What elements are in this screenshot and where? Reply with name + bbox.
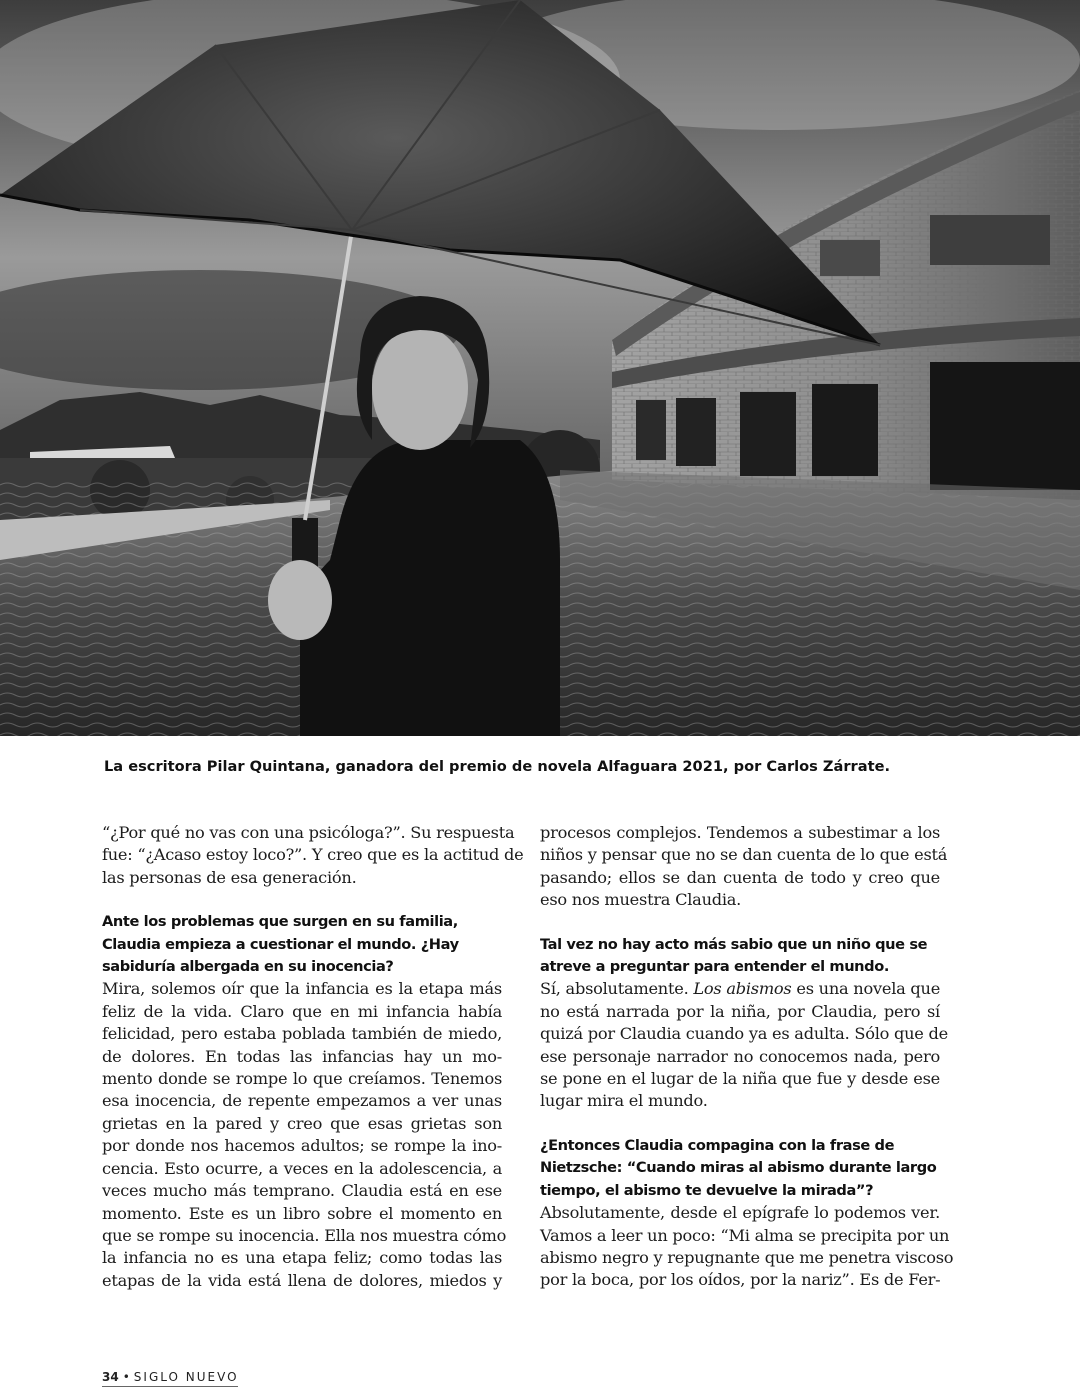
book-title: Los abismos <box>693 979 792 999</box>
publication-name: SIGLO NUEVO <box>133 1370 239 1384</box>
text-line: feliz de la vida. Claro que en mi infancia había <box>102 1001 502 1021</box>
text-line: niños y pensar que no se dan cuenta de lo que está <box>540 845 948 865</box>
text-line: Tal vez no hay acto más sabio que un niño que se <box>540 935 928 953</box>
body-paragraph <box>102 822 524 889</box>
text-line: veces mucho más temprano. Claudia está en ese <box>102 1181 502 1201</box>
page-number: 34 <box>102 1370 119 1384</box>
folio-separator: • <box>122 1370 130 1384</box>
page-folio <box>102 1370 239 1390</box>
text-line: se pone en el lugar de la niña que fue y desde ese <box>540 1069 940 1089</box>
text-line: tiempo, el abismo te devuelve la mirada”? <box>540 1181 874 1199</box>
text-line: por donde nos hacemos adultos; se rompe la ino- <box>102 1136 502 1156</box>
body-paragraph <box>540 822 948 912</box>
text-line: ese personaje narrador no conocemos nada, pero <box>540 1046 940 1066</box>
text-line: que se rompe su inocencia. Ella nos muestra cómo <box>102 1225 507 1245</box>
text-line <box>540 978 940 1000</box>
text-line: atreve a preguntar para entender el mundo. <box>540 958 889 976</box>
interview-question <box>540 934 940 979</box>
text-line: Mira, solemos oír que la infancia es la etapa más <box>102 979 502 999</box>
text-line: Nietzsche: “Cuando miras al abismo durante largo <box>540 1159 937 1177</box>
text-line: “¿Por qué no vas con una psicóloga?”. Su respuesta <box>102 823 515 842</box>
text-line: esa inocencia, de repente empezamos a ver unas <box>102 1091 502 1111</box>
text-line: abismo negro y repugnante que me penetra viscoso <box>540 1247 954 1267</box>
text-line: felicidad, pero estaba poblada también de miedo, <box>102 1024 502 1044</box>
interview-answer <box>540 1202 954 1292</box>
text-line: etapas de la vida está llena de dolores, miedos y <box>102 1270 502 1290</box>
text-line: Claudia empieza a cuestionar el mundo. ¿Hay <box>102 935 459 953</box>
article-column-left <box>102 822 524 1292</box>
text-line: Ante los problemas que surgen en su familia, <box>102 913 458 931</box>
text-line: fue: “¿Acaso estoy loco?”. Y creo que es la actitud de <box>102 845 524 865</box>
interview-answer <box>540 978 948 1112</box>
text-line: de dolores. En todas las infancias hay un mo- <box>102 1046 502 1066</box>
text-line: pasando; ellos se dan cuenta de todo y creo que <box>540 867 940 887</box>
text-line: por la boca, por los oídos, por la nariz”. Es de Fer- <box>540 1270 941 1290</box>
text-line: cencia. Esto ocurre, a veces en la adolescencia, a <box>102 1158 502 1178</box>
interview-question <box>102 911 502 978</box>
interview-answer <box>102 978 507 1292</box>
text-line: lugar mira el mundo. <box>540 1091 708 1111</box>
text-line: grietas en la pared y creo que esas grietas son <box>102 1113 502 1133</box>
article-column-right <box>540 822 954 1292</box>
text-line: procesos complejos. Tendemos a subestimar a los <box>540 823 940 842</box>
text-line: quizá por Claudia cuando ya es adulta. Sólo que de <box>540 1024 948 1044</box>
text-line: no está narrada por la niña, por Claudia, pero sí <box>540 1001 940 1021</box>
text-line: Vamos a leer un poco: “Mi alma se precipita por un <box>540 1225 950 1245</box>
photo-caption: La escritora Pilar Quintana, ganadora del premio de novela Alfaguara 2021, por Carlos Zárrate. <box>104 758 891 775</box>
answer-lead-end: es una novela que <box>791 979 941 999</box>
answer-lead: Sí, absolutamente. <box>540 979 694 999</box>
interview-question <box>540 1135 940 1202</box>
text-line: la infancia no es una etapa feliz; como todas las <box>102 1248 502 1268</box>
text-line: Absolutamente, desde el epígrafe lo podemos ver. <box>540 1203 940 1223</box>
text-line: momento. Este es un libro sobre el momento en <box>102 1203 502 1223</box>
text-line: las personas de esa generación. <box>102 867 357 887</box>
text-line: sabiduría albergada en su inocencia? <box>102 958 394 976</box>
text-line: eso nos muestra Claudia. <box>540 890 742 910</box>
text-line: mento donde se rompe lo que creíamos. Tenemos <box>102 1069 502 1089</box>
text-line: ¿Entonces Claudia compagina con la frase de <box>540 1136 895 1154</box>
